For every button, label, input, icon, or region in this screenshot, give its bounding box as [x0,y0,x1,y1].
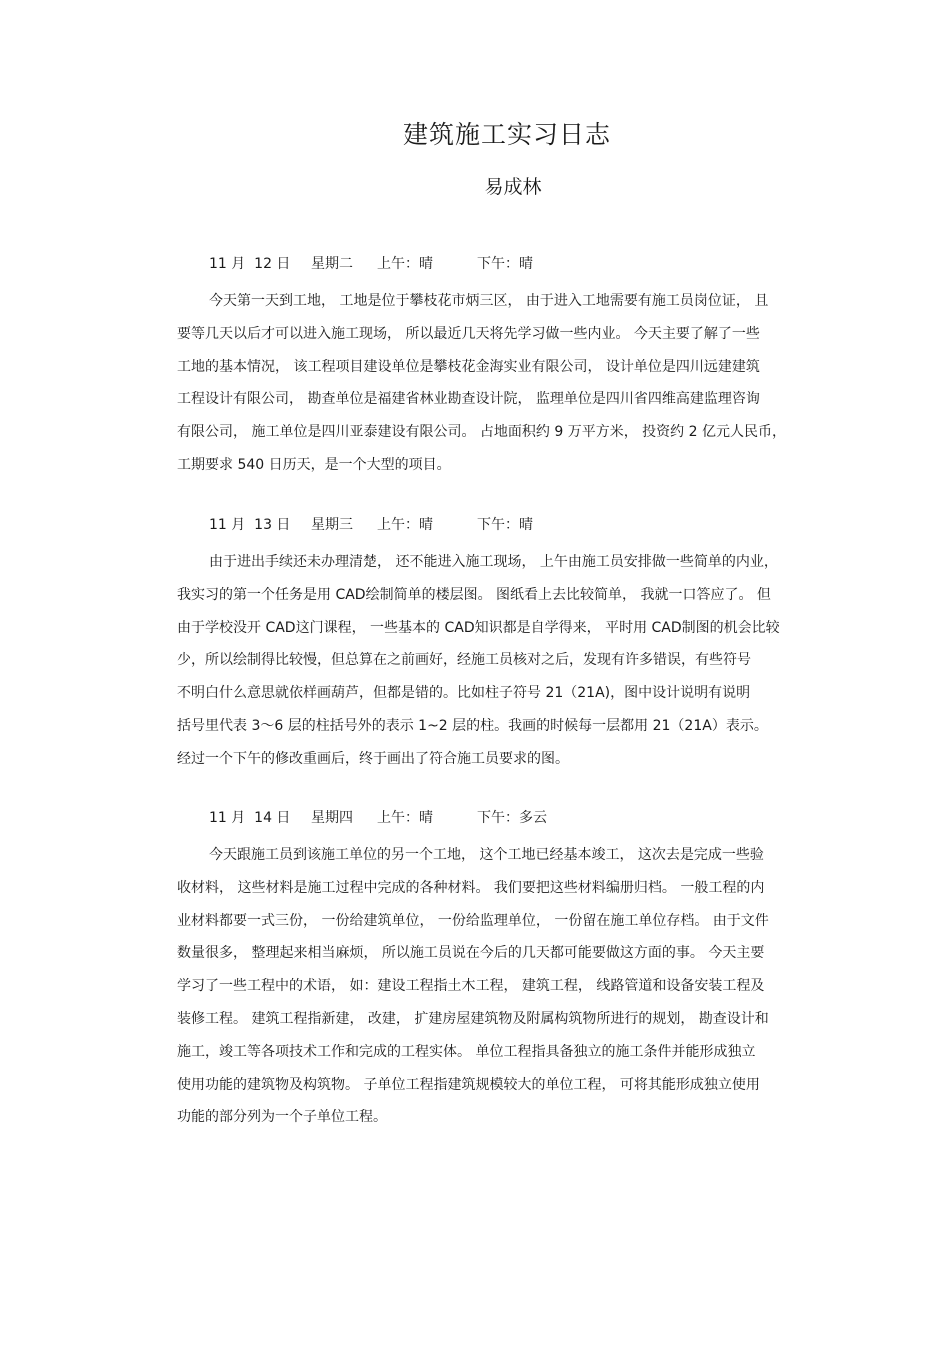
entry-weekday: 星期四 [311,810,353,826]
entry-line: 工期要求 540 日历天，是一个大型的项目。 [177,456,451,473]
entry-header [177,807,857,829]
entry-line: 功能的部分列为一个子单位工程。 [177,1109,387,1126]
entry-line: 装修工程。 建筑工程指新建， 改建， 扩建房屋建筑物及附属构筑物所进行的规划， 勘查设计和 [177,1010,769,1027]
entry-line: 我实习的第一个任务是用 CAD绘制简单的楼层图。 图纸看上去比较简单， 我就一口答应了。 但 [177,586,771,603]
log-entry-nov-12 [177,253,857,482]
entry-line: 工程设计有限公司， 勘查单位是福建省林业勘查设计院， 监理单位是四川省四维高建监理咨询 [177,391,760,408]
entry-line: 少，所以绘制得比较慢，但总算在之前画好，经施工员核对之后，发现有许多错误，有些符号 [177,652,751,669]
entry-line: 经过一个下午的修改重画后，终于画出了符合施工员要求的图。 [177,750,569,767]
entry-afternoon-weather: 下午：晴 [477,517,533,533]
entry-header [177,253,857,275]
entry-line: 不明白什么意思就依样画葫芦，但都是错的。比如柱子符号 21（21A)，图中设计说明有说明 [177,685,751,702]
entry-line: 施工，竣工等各项技术工作和完成的工程实体。 单位工程指具备独立的施工条件并能形成独立 [177,1043,756,1060]
entry-body [177,839,857,1134]
entry-morning-weather: 上午：晴 [377,517,433,533]
entry-body [177,546,857,776]
log-entry-nov-13 [177,514,857,776]
entry-line: 由于进出手续还未办理清楚， 还不能进入施工现场， 上午由施工员安排做一些简单的内业， [209,554,778,570]
entry-weekday: 星期三 [311,517,353,533]
entry-line: 工地的基本情况， 该工程项目建设单位是攀枝花金海实业有限公司， 设计单位是四川远建建筑 [177,358,760,375]
entry-body [177,285,857,482]
entry-date: 11 月 13 日 [209,517,291,533]
entry-line: 由于学校没开 CAD这门课程， 一些基本的 CAD知识都是自学得来， 平时用 CAD制图的机会比较 [177,619,780,636]
entry-morning-weather: 上午：晴 [377,810,433,826]
entry-line: 括号里代表 3～6 层的柱括号外的表示 1~2 层的柱。我画的时候每一层都用 21（21A）表示。 [177,717,768,734]
document-title: 建筑施工实习日志 [402,120,611,149]
entry-date: 11 月 12 日 [209,256,291,272]
entry-line: 今天跟施工员到该施工单位的另一个工地， 这个工地已经基本竣工， 这次去是完成一些验 [209,847,764,863]
entry-line: 今天第一天到工地， 工地是位于攀枝花市炳三区， 由于进入工地需要有施工员岗位证， 且 [209,293,769,309]
entry-afternoon-weather: 下午：晴 [477,256,533,272]
entry-line: 业材料都要一式三份， 一份给建筑单位， 一份给监理单位， 一份留在施工单位存档。 由于文件 [177,912,769,929]
entry-header [177,514,857,536]
log-entry-nov-14 [177,807,857,1134]
entry-line: 要等几天以后才可以进入施工现场， 所以最近几天将先学习做一些内业。 今天主要了解了一些 [177,325,760,342]
entry-line: 使用功能的建筑物及构筑物。 子单位工程指建筑规模较大的单位工程， 可将其能形成独立使用 [177,1076,760,1093]
entry-weekday: 星期二 [311,256,353,272]
entry-date: 11 月 14 日 [209,810,291,826]
entry-line: 收材料， 这些材料是施工过程中完成的各种材料。 我们要把这些材料编册归档。 一般工程的内 [177,879,765,896]
entry-morning-weather: 上午：晴 [377,256,433,272]
entry-line: 学习了一些工程中的术语， 如：建设工程指土木工程， 建筑工程， 线路管道和设备安装工程及 [177,978,765,995]
document-author: 易成林 [484,176,542,198]
entry-line: 数量很多， 整理起来相当麻烦， 所以施工员说在今后的几天都可能要做这方面的事。 今天主要 [177,945,765,962]
entry-line: 有限公司， 施工单位是四川亚泰建设有限公司。 占地面积约 9 万平方米， 投资约 2 亿元人民币， [177,424,786,441]
entry-afternoon-weather: 下午：多云 [477,810,547,826]
